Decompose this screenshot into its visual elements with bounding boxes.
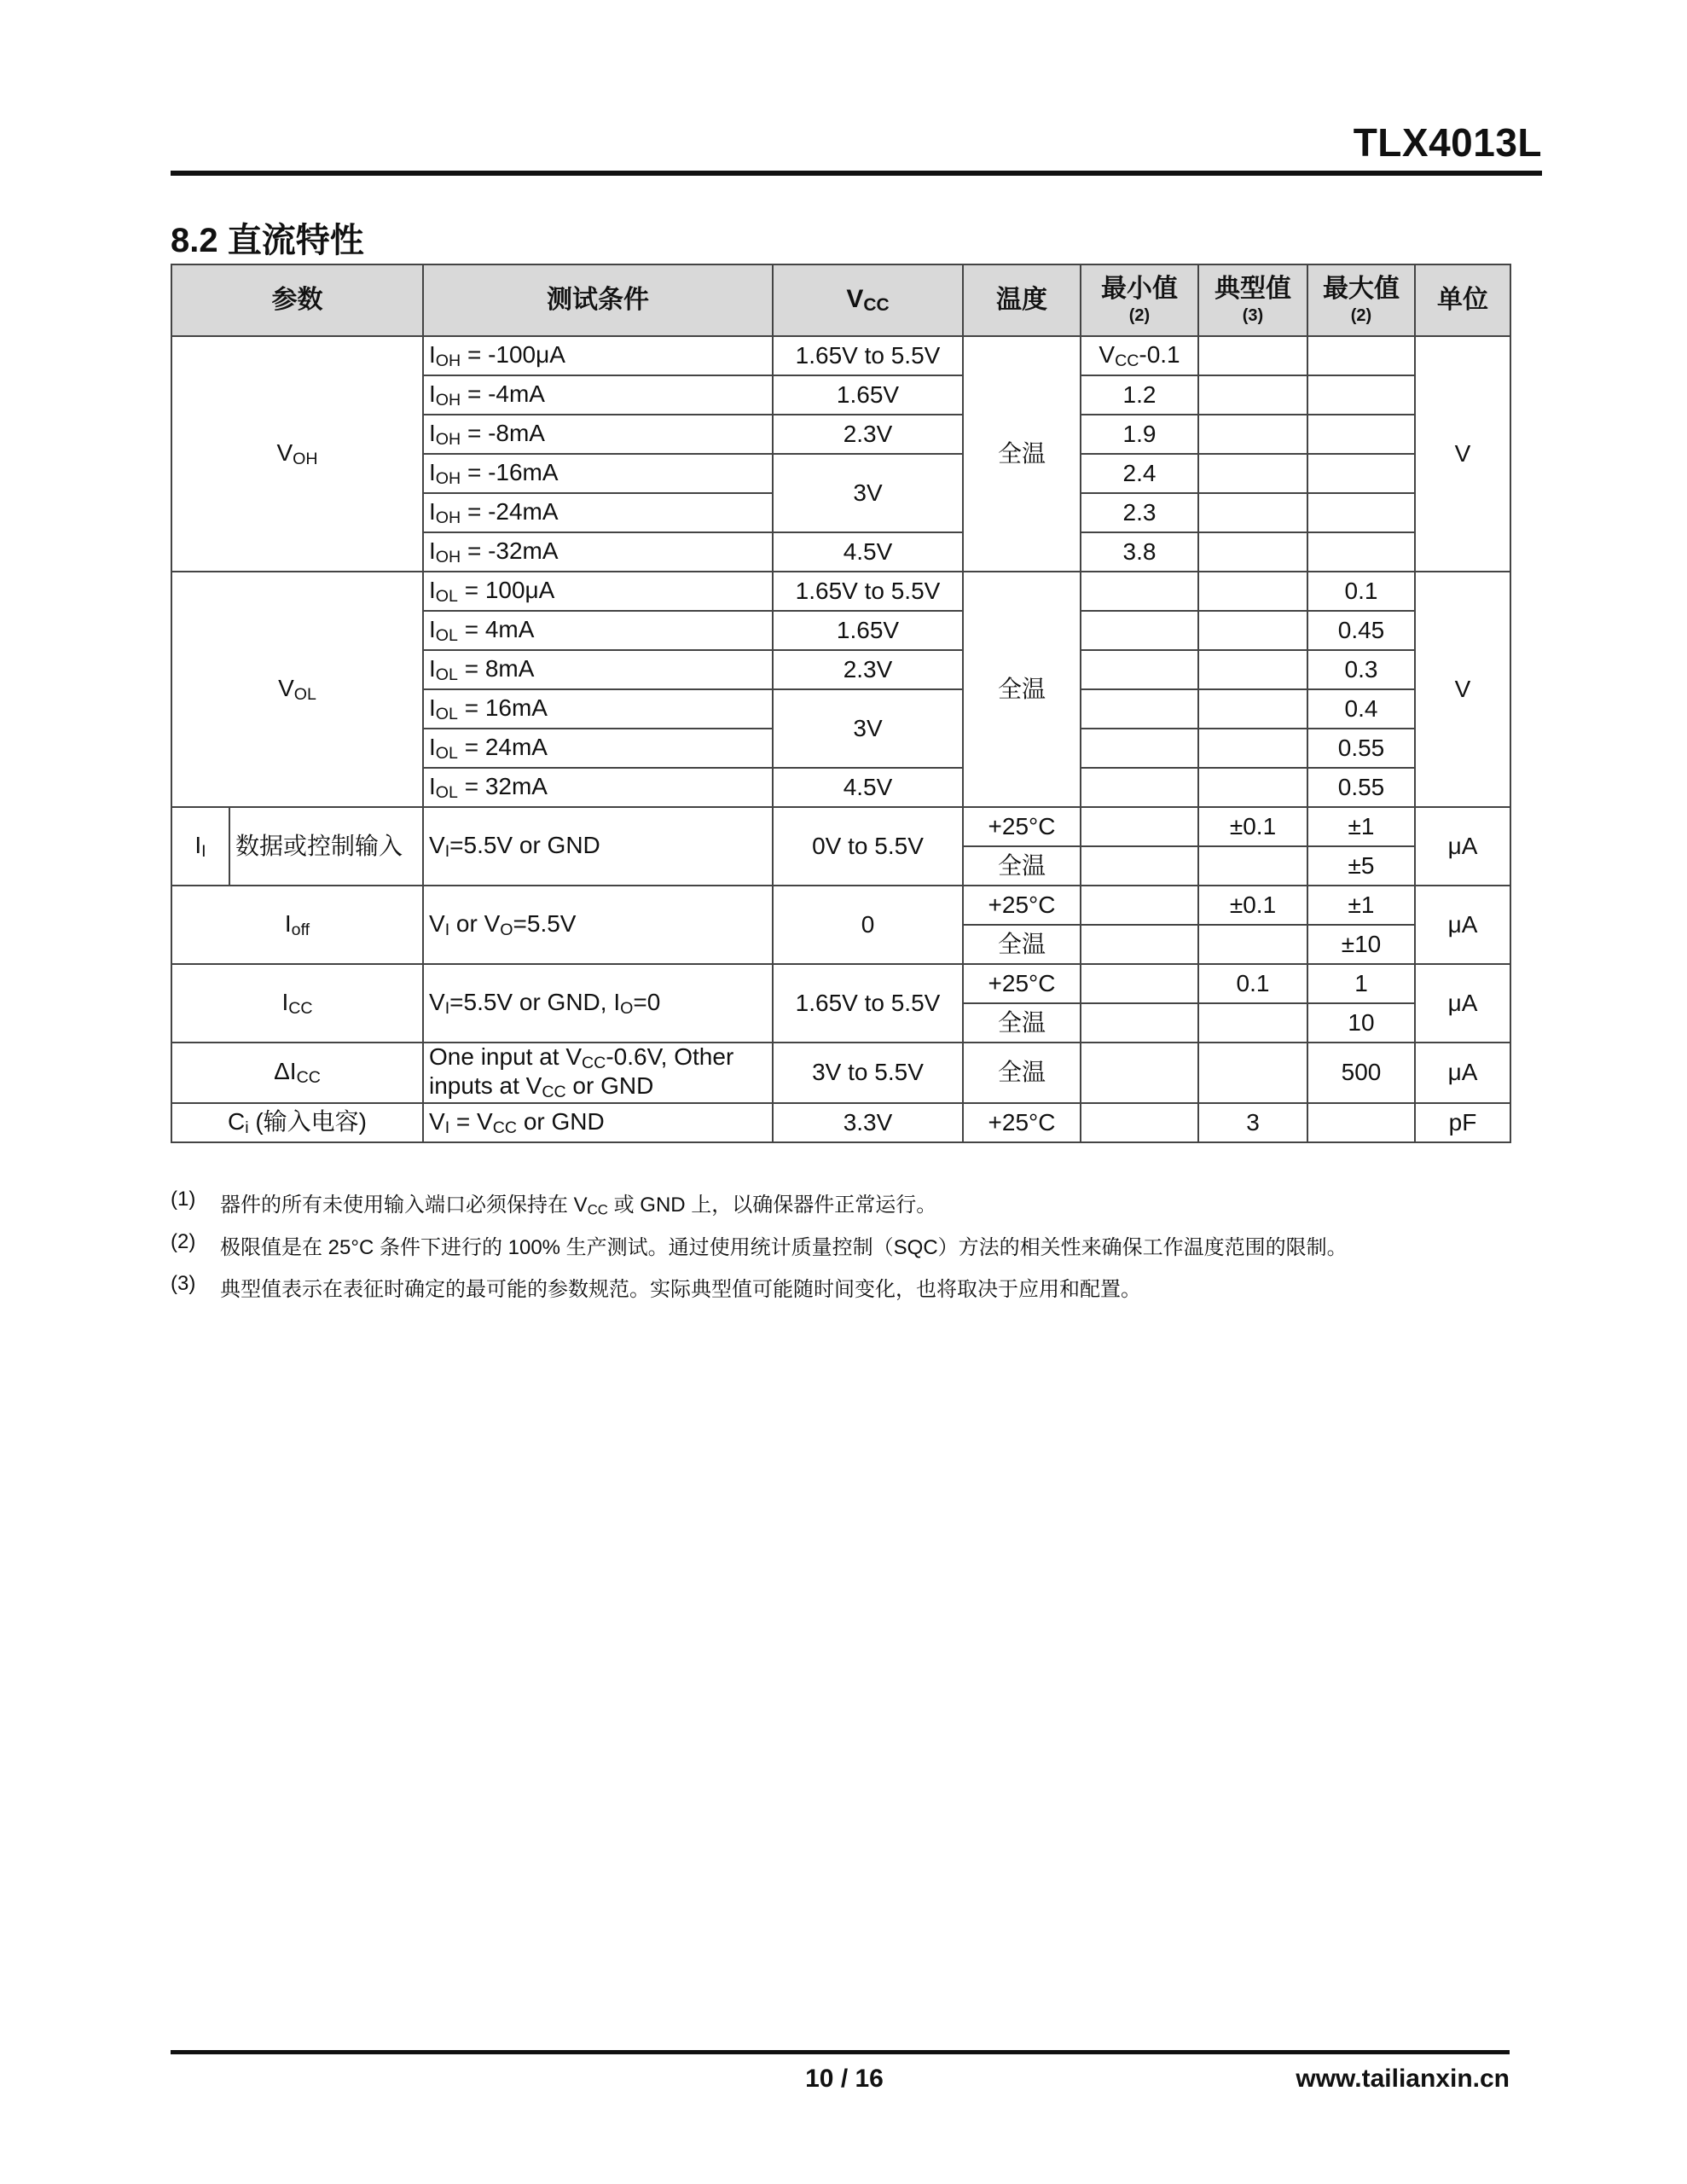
max-value: 0.3: [1307, 650, 1415, 689]
footnote-text: 极限值是在 25°C 条件下进行的 100% 生产测试。通过使用统计质量控制（SQC）方法的相关性来确保工作温度范围的限制。: [220, 1236, 1348, 1260]
vcc-value: 4.5V: [773, 768, 963, 807]
header-max: 最大值 (2): [1307, 264, 1415, 336]
table-row: [171, 1043, 1510, 1103]
temp-value: +25°C: [963, 886, 1081, 925]
unit-value: μA: [1415, 1043, 1510, 1103]
header-vcc: $V_{CC}$: [773, 264, 963, 336]
vcc-value: 3V: [773, 454, 963, 532]
param-vol: VOL: [171, 572, 423, 807]
max-value: ±1: [1307, 807, 1415, 846]
footnote-number: (1): [171, 1188, 196, 1211]
max-value: [1307, 375, 1415, 415]
param-icc: ICC: [171, 964, 423, 1043]
typ-value: [1198, 454, 1307, 493]
vcc-value: 1.65V: [773, 375, 963, 415]
header-unit: 单位: [1415, 264, 1510, 336]
footnotes: [171, 1188, 1535, 1314]
min-value: [1081, 611, 1198, 650]
typ-value: [1198, 611, 1307, 650]
test-condition: One input at VCC-0.6V, Other inputs at VCC or GND: [423, 1043, 773, 1103]
footnote: [171, 1272, 1535, 1302]
test-condition: IOL = 32mA: [423, 768, 773, 807]
min-value: 3.8: [1081, 532, 1198, 572]
param-ci: Ci (输入电容): [171, 1103, 423, 1142]
header-typ: 典型值 (3): [1198, 264, 1307, 336]
footnote-text: 器件的所有未使用输入端口必须保持在 VCC 或 GND 上，以确保器件正常运行。: [220, 1194, 937, 1218]
vcc-value: 3.3V: [773, 1103, 963, 1142]
page-number: 10 / 16: [805, 2065, 884, 2093]
max-value: 0.55: [1307, 729, 1415, 768]
footnote-number: (3): [171, 1272, 196, 1296]
document-title: TLX4013L: [1353, 120, 1542, 165]
test-condition: VI=5.5V or GND: [423, 807, 773, 886]
temp-value: +25°C: [963, 1103, 1081, 1142]
min-value: [1081, 964, 1198, 1003]
param-delta-icc: ΔICC: [171, 1043, 423, 1103]
footer-rule: [171, 2050, 1510, 2054]
max-value: [1307, 532, 1415, 572]
test-condition: IOL = 8mA: [423, 650, 773, 689]
vcc-value: 0: [773, 886, 963, 964]
max-value: 1: [1307, 964, 1415, 1003]
test-condition: IOH = -24mA: [423, 493, 773, 532]
min-value: 1.2: [1081, 375, 1198, 415]
footnote: [171, 1230, 1535, 1260]
vcc-value: 1.65V to 5.5V: [773, 336, 963, 375]
temp-value: 全温: [963, 1043, 1081, 1103]
table-row: [171, 336, 1510, 375]
vcc-value: 0V to 5.5V: [773, 807, 963, 886]
typ-value: [1198, 650, 1307, 689]
max-value: [1307, 336, 1415, 375]
typ-value: [1198, 493, 1307, 532]
test-condition: IOL = 4mA: [423, 611, 773, 650]
typ-value: ±0.1: [1198, 886, 1307, 925]
footnote-text: 典型值表示在表征时确定的最可能的参数规范。实际典型值可能随时间变化，也将取决于应用和配置。: [220, 1278, 1141, 1302]
min-value: [1081, 807, 1198, 846]
section-title: 8.2 直流特性: [171, 222, 364, 259]
typ-value: ±0.1: [1198, 807, 1307, 846]
typ-value: [1198, 768, 1307, 807]
typ-value: 0.1: [1198, 964, 1307, 1003]
typ-value: [1198, 532, 1307, 572]
test-condition: IOH = -100μA: [423, 336, 773, 375]
footnote-number: (2): [171, 1230, 196, 1254]
typ-value: [1198, 572, 1307, 611]
min-value: 1.9: [1081, 415, 1198, 454]
max-value: ±1: [1307, 886, 1415, 925]
min-value: [1081, 689, 1198, 729]
header-test-condition: 测试条件: [423, 264, 773, 336]
param-ioff: Ioff: [171, 886, 423, 964]
website-link[interactable]: www.tailianxin.cn: [1296, 2065, 1510, 2093]
max-value: ±5: [1307, 846, 1415, 886]
vcc-value: 2.3V: [773, 650, 963, 689]
table-row: [171, 964, 1510, 1003]
table-row: [171, 572, 1510, 611]
unit-value: μA: [1415, 807, 1510, 886]
max-value: 0.55: [1307, 768, 1415, 807]
temp-value: 全温: [963, 846, 1081, 886]
typ-value: [1198, 729, 1307, 768]
unit-value: V: [1415, 572, 1510, 807]
test-condition: IOL = 16mA: [423, 689, 773, 729]
max-value: [1307, 454, 1415, 493]
typ-value: [1198, 1003, 1307, 1043]
max-value: 0.4: [1307, 689, 1415, 729]
table-row: [171, 807, 1510, 846]
min-value: VCC-0.1: [1081, 336, 1198, 375]
min-value: [1081, 1103, 1198, 1142]
vcc-value: 3V to 5.5V: [773, 1043, 963, 1103]
dc-characteristics-table: [171, 264, 1511, 1143]
test-condition: IOH = -16mA: [423, 454, 773, 493]
min-value: 2.3: [1081, 493, 1198, 532]
test-condition: VI=5.5V or GND, IO=0: [423, 964, 773, 1043]
typ-value: 3: [1198, 1103, 1307, 1142]
max-value: 500: [1307, 1043, 1415, 1103]
typ-value: [1198, 846, 1307, 886]
max-value: [1307, 493, 1415, 532]
min-value: [1081, 886, 1198, 925]
min-value: [1081, 729, 1198, 768]
temp-value: 全温: [963, 336, 1081, 572]
min-value: [1081, 1043, 1198, 1103]
min-value: [1081, 650, 1198, 689]
test-condition: VI or VO=5.5V: [423, 886, 773, 964]
unit-value: μA: [1415, 964, 1510, 1043]
table-header-row: [171, 264, 1510, 336]
test-condition: IOH = -32mA: [423, 532, 773, 572]
min-value: [1081, 925, 1198, 964]
vcc-value: 3V: [773, 689, 963, 768]
temp-value: +25°C: [963, 964, 1081, 1003]
typ-value: [1198, 336, 1307, 375]
max-value: [1307, 415, 1415, 454]
test-condition: VI = VCC or GND: [423, 1103, 773, 1142]
typ-value: [1198, 925, 1307, 964]
header-temp: 温度: [963, 264, 1081, 336]
max-value: [1307, 1103, 1415, 1142]
test-condition: IOL = 100μA: [423, 572, 773, 611]
typ-value: [1198, 1043, 1307, 1103]
min-value: [1081, 1003, 1198, 1043]
max-value: 10: [1307, 1003, 1415, 1043]
max-value: 0.45: [1307, 611, 1415, 650]
typ-value: [1198, 689, 1307, 729]
min-value: 2.4: [1081, 454, 1198, 493]
param-ii-description: 数据或控制输入: [229, 807, 423, 886]
param-voh: VOH: [171, 336, 423, 572]
max-value: 0.1: [1307, 572, 1415, 611]
vcc-value: 2.3V: [773, 415, 963, 454]
header-rule: [171, 171, 1542, 176]
temp-value: 全温: [963, 1003, 1081, 1043]
typ-value: [1198, 415, 1307, 454]
min-value: [1081, 768, 1198, 807]
table-row: [171, 886, 1510, 925]
vcc-value: 1.65V to 5.5V: [773, 964, 963, 1043]
unit-value: V: [1415, 336, 1510, 572]
header-param: 参数: [171, 264, 423, 336]
table-row: [171, 1103, 1510, 1142]
max-value: ±10: [1307, 925, 1415, 964]
footnote: [171, 1188, 1535, 1218]
test-condition: IOH = -4mA: [423, 375, 773, 415]
test-condition: IOH = -8mA: [423, 415, 773, 454]
param-ii-symbol: II: [171, 807, 229, 886]
vcc-value: 1.65V: [773, 611, 963, 650]
min-value: [1081, 846, 1198, 886]
test-condition: IOL = 24mA: [423, 729, 773, 768]
typ-value: [1198, 375, 1307, 415]
vcc-value: 1.65V to 5.5V: [773, 572, 963, 611]
temp-value: 全温: [963, 925, 1081, 964]
header-min: 最小值 (2): [1081, 264, 1198, 336]
temp-value: 全温: [963, 572, 1081, 807]
unit-value: pF: [1415, 1103, 1510, 1142]
unit-value: μA: [1415, 886, 1510, 964]
min-value: [1081, 572, 1198, 611]
vcc-value: 4.5V: [773, 532, 963, 572]
temp-value: +25°C: [963, 807, 1081, 846]
